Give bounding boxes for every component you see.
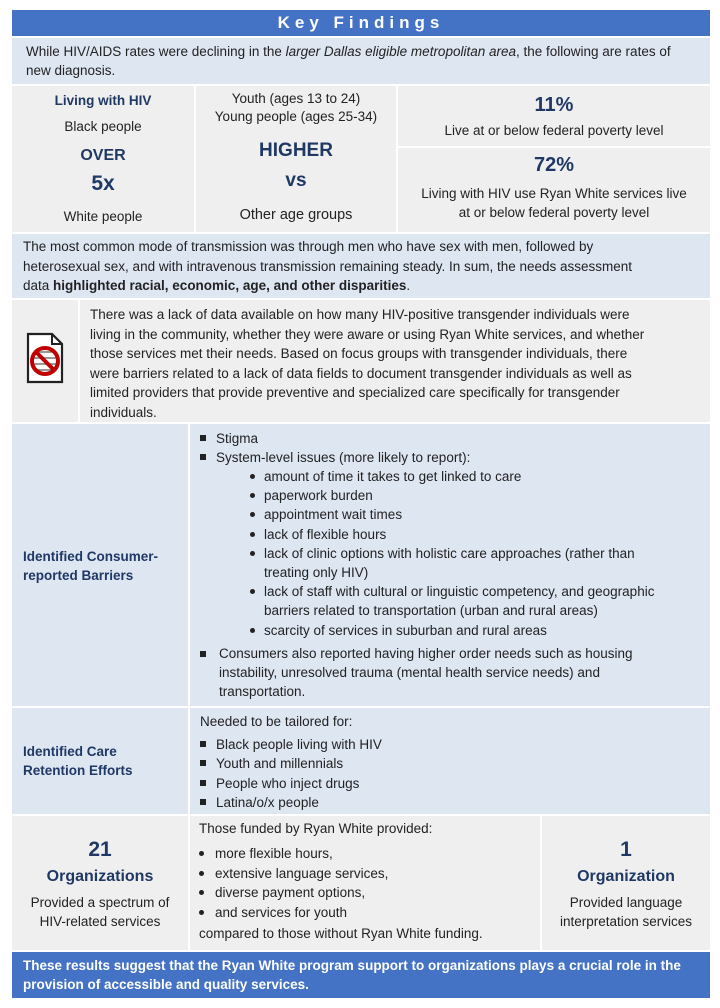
ryan-white-item-text: and services for youth [215, 904, 348, 920]
multiplier-value: 5x [91, 172, 115, 195]
poverty-label: Live at or below federal poverty level [444, 123, 664, 138]
round-bullet-icon [250, 493, 255, 498]
transmission-paragraph [12, 234, 710, 298]
retention-item-text: Youth and millennials [216, 756, 344, 772]
ryan-white-provided-list [199, 844, 388, 922]
org-label-1: Organization [577, 868, 675, 885]
square-bullet-icon [200, 780, 206, 786]
transmission-line: The most common mode of transmission was through men who have sex with men, followed by [23, 239, 594, 254]
system-level-sub-list [248, 467, 703, 640]
youth-stat [196, 86, 396, 232]
transgender-line: There was a lack of data available on how many HIV-positive transgender individuals were [90, 307, 630, 322]
round-bullet-icon [199, 910, 204, 915]
system-level-sub-item [248, 544, 703, 582]
one-organization [542, 816, 710, 950]
org-label-21: Organizations [46, 868, 154, 885]
vs-label: vs [285, 170, 307, 191]
organizations-section [12, 816, 710, 950]
ryan-white-provided [190, 816, 540, 950]
retention-list-item [200, 735, 382, 754]
system-level-text: System-level issues (more likely to report): [216, 450, 471, 465]
transmission-line: heterosexual sex, and with intravenous transmission remaining steady. In sum, the needs assessment [23, 258, 633, 274]
intro-italic-text: larger Dallas eligible metropolitan area [285, 44, 516, 59]
conclusion-line: These results suggest that the Ryan White program support to organizations plays a crucial role in the [23, 958, 681, 973]
intro-text-end: , the following are rates of new diagnosis. [26, 44, 671, 78]
square-bullet-icon [200, 435, 206, 441]
org-desc-1-line1: Provided language [569, 895, 683, 910]
sub-item-text: treating only HIV) [264, 565, 369, 581]
icon-cell [12, 300, 78, 422]
system-level-item [200, 448, 470, 467]
square-bullet-icon [200, 760, 206, 766]
retention-intro: Needed to be tailored for: [200, 714, 353, 729]
sub-item-text: appointment wait times [264, 507, 403, 523]
sub-item-text: lack of clinic options with holistic care approaches (rather than [264, 545, 635, 561]
system-level-sub-item [248, 486, 703, 505]
retention-item-text: People who inject drugs [216, 775, 360, 791]
sub-item-text: lack of flexible hours [264, 526, 387, 542]
transmission-text: data [23, 278, 54, 293]
ryan-white-poverty-stat [398, 148, 710, 232]
round-bullet-icon [250, 628, 255, 633]
sub-item-text: barriers related to transportation (urban and rural areas) [264, 603, 598, 619]
org-count-21: 21 [88, 838, 112, 861]
barriers-label-cell [12, 424, 188, 706]
ryan-white-provided-item [199, 844, 388, 864]
transgender-line: limited providers that provide preventive and specialized care specifically for transgender [90, 385, 620, 400]
white-people-label: White people [63, 209, 143, 224]
barriers-label-line2: reported Barriers [23, 568, 134, 583]
sub-item-text: paperwork burden [264, 488, 373, 504]
system-level-sub-item [248, 505, 703, 524]
young-people-age-label: Young people (ages 25-34) [214, 109, 378, 124]
org-desc-21-line2: HIV-related services [39, 914, 161, 929]
youth-age-label: Youth (ages 13 to 24) [231, 91, 361, 106]
consumer-barriers-section [12, 424, 710, 706]
page-title: Key Findings [12, 10, 710, 36]
transgender-line: those services met their needs. Based on focus groups with transgender individuals, there [90, 346, 628, 361]
transgender-section [12, 300, 710, 422]
conclusion-footer [12, 952, 710, 998]
disparities-highlight: highlighted racial, economic, age, and other disparities [53, 278, 407, 293]
retention-item-text: Latina/o/x people [216, 794, 319, 810]
ryan-white-label-line1: Living with HIV use Ryan White services live [421, 186, 687, 201]
conclusion-line: provision of accessible and quality services. [23, 976, 309, 992]
higher-order-line: transportation. [219, 684, 306, 700]
round-bullet-icon [250, 551, 255, 556]
ryan-white-label-line2: at or below federal poverty level [458, 205, 650, 220]
round-bullet-icon [250, 589, 255, 594]
ryan-white-provided-item [199, 903, 388, 923]
stigma-text: Stigma [216, 431, 259, 446]
sub-item-text: lack of staff with cultural or linguistic competency, and geographic [264, 584, 655, 600]
system-level-sub-item [248, 525, 703, 544]
higher-label: HIGHER [259, 140, 333, 161]
retention-item-text: Black people living with HIV [216, 737, 382, 752]
living-with-hiv-stat [12, 86, 194, 232]
square-bullet-icon [200, 799, 206, 805]
ryan-white-item-text: more flexible hours, [215, 846, 333, 861]
transgender-line: were barriers related to a lack of data fields to document transgender individuals as well as [90, 365, 632, 381]
square-bullet-icon [200, 741, 206, 747]
statistics-row [12, 86, 710, 232]
poverty-stat [398, 86, 710, 146]
ryan-white-provided-outro: compared to those without Ryan White funding. [199, 926, 483, 941]
org-desc-1-line2: interpretation services [559, 914, 693, 929]
ryan-white-item-text: extensive language services, [215, 865, 389, 881]
org-desc-21-line1: Provided a spectrum of [30, 895, 170, 910]
transmission-line [23, 276, 699, 296]
org-count-1: 1 [620, 838, 632, 861]
intro-paragraph [12, 38, 710, 84]
system-level-sub-item [248, 621, 703, 640]
retention-label-line2: Retention Efforts [23, 763, 133, 778]
retention-list-item [200, 754, 382, 773]
care-retention-section [12, 708, 710, 814]
ryan-white-item-text: diverse payment options, [215, 885, 366, 900]
square-bullet-icon [200, 651, 206, 657]
intro-text: While HIV/AIDS rates were declining in the [26, 44, 286, 59]
barriers-label-line1: Identified Consumer- [23, 549, 159, 564]
over-label: OVER [80, 147, 126, 164]
retention-list [200, 735, 382, 812]
sub-item-text: scarcity of services in suburban and rural areas [264, 622, 547, 638]
higher-order-line: Consumers also reported having higher order needs such as housing [219, 646, 633, 661]
retention-content [190, 708, 710, 814]
round-bullet-icon [199, 890, 204, 895]
ryan-white-percent: 72% [533, 154, 575, 176]
transmission-text: . [406, 278, 411, 293]
living-with-hiv-heading: Living with HIV [54, 93, 152, 108]
transgender-line: individuals. [90, 404, 157, 420]
no-data-document-icon [26, 332, 64, 384]
twenty-one-organizations [12, 816, 188, 950]
other-age-groups-label: Other age groups [239, 207, 353, 223]
barriers-content [190, 424, 710, 706]
ryan-white-provided-item [199, 864, 388, 884]
higher-order-needs-item [200, 644, 705, 702]
round-bullet-icon [250, 512, 255, 517]
ryan-white-provided-item [199, 883, 388, 903]
round-bullet-icon [199, 851, 204, 856]
retention-label-line1: Identified Care [23, 744, 117, 759]
system-level-sub-item [248, 582, 703, 620]
retention-list-item [200, 774, 382, 793]
sub-item-text: amount of time it takes to get linked to care [264, 469, 522, 484]
system-level-sub-item [248, 467, 703, 486]
higher-order-line: instability, unresolved trauma (mental health service needs) and [219, 665, 600, 681]
retention-list-item [200, 793, 382, 812]
stigma-item [200, 429, 258, 448]
ryan-white-provided-intro: Those funded by Ryan White provided: [199, 821, 433, 836]
poverty-percent: 11% [534, 94, 574, 116]
retention-label-cell [12, 708, 188, 814]
round-bullet-icon [250, 532, 255, 537]
round-bullet-icon [199, 871, 204, 876]
square-bullet-icon [200, 454, 206, 460]
transgender-text [80, 300, 710, 422]
black-people-label: Black people [64, 119, 142, 134]
round-bullet-icon [250, 474, 255, 479]
transgender-line: living in the community, whether they were aware or using Ryan White services, and whether [90, 326, 645, 342]
